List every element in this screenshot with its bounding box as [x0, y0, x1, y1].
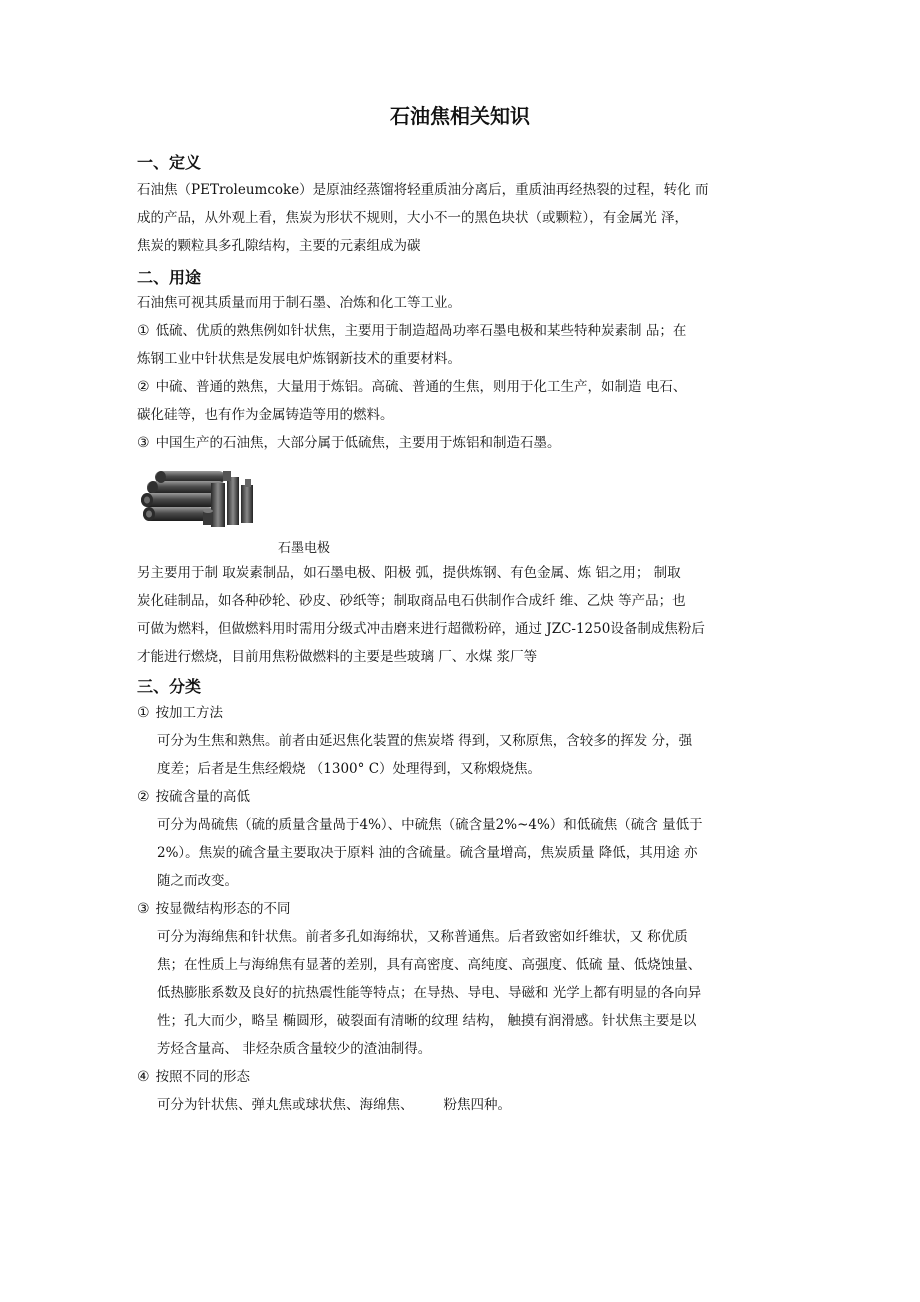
item-number: ① [137, 323, 150, 339]
text-line: 炭化硅制品，如各种砂轮、砂皮、砂纸等；制取商品电石供制作合成纤 维、乙炔 等产品；也 [137, 593, 686, 609]
text-line: 才能进行燃烧，目前用焦粉做燃料的主要是些玻璃 厂、水煤 浆厂等 [137, 649, 538, 665]
item-text: 低硫、优质的熟焦例如针状焦，主要用于制造超咼功率石墨电极和某些特种炭素制 品；在 [155, 323, 687, 339]
text-line: 可分为针状焦、弹丸焦或球状焦、海绵焦、 粉焦四种。 [157, 1097, 512, 1113]
item-number: ③ [137, 901, 150, 917]
item-text: 中硫、普通的熟焦，大量用于炼铝。高硫、普通的生焦，则用于化工生产，如制造 电石、 [155, 379, 687, 395]
item-label: 按照不同的形态 [155, 1069, 251, 1085]
text-line [137, 373, 787, 401]
text-line [137, 699, 787, 727]
classification-text-1 [157, 727, 787, 783]
definition-paragraph [137, 176, 787, 260]
text-line [137, 1063, 787, 1091]
item-number: ② [137, 379, 150, 395]
classification-label-1 [137, 699, 787, 727]
classification-label-2 [137, 783, 787, 811]
text-line [137, 895, 787, 923]
graphite-electrode-photo [137, 463, 263, 531]
text-line: 成的产品，从外观上看，焦炭为形状不规则，大小不一的黑色块状（或颗粒），有金属光 泽， [137, 210, 689, 226]
item-number: ② [137, 789, 150, 805]
item-number: ① [137, 705, 150, 721]
usage-more-paragraph [137, 559, 787, 671]
text-line: 芳烃含量高、 非烃杂质含量较少的渣油制得。 [157, 1041, 432, 1057]
item-number: ③ [137, 435, 150, 451]
text-line [137, 429, 787, 457]
classification-label-3 [137, 895, 787, 923]
text-line: 焦；在性质上与海绵焦有显著的差别，具有高密度、高纯度、高强度、低硫 量、低烧蚀量、 [157, 957, 702, 973]
section-heading-definition: 一、定义 [137, 153, 202, 172]
text-line [137, 317, 787, 345]
text-line: 碳化硅等，也有作为金属铸造等用的燃料。 [137, 407, 394, 423]
text-line: 可做为燃料，但做燃料用时需用分级式冲击磨来进行超微粉碎，通过 JZC-1250设备制成焦粉后 [137, 621, 705, 637]
item-label: 按硫含量的高低 [155, 789, 251, 805]
section-heading-usage: 二、用途 [137, 268, 202, 287]
text-line [137, 783, 787, 811]
text-line: 可分为生焦和熟焦。前者由延迟焦化装置的焦炭塔 得到，又称原焦，含较多的挥发 分，强 [157, 733, 693, 749]
text-line: 可分为海绵焦和针状焦。前者多孔如海绵状，又称普通焦。后者致密如纤维状，又 称优质 [157, 929, 688, 945]
usage-item-3 [137, 429, 787, 457]
classification-text-4 [157, 1091, 787, 1119]
document-title: 石油焦相关知识 [390, 104, 530, 128]
section-heading-classification: 三、分类 [137, 677, 202, 696]
text-line: 随之而改变。 [157, 873, 238, 889]
usage-item-1 [137, 317, 787, 373]
item-label: 按加工方法 [155, 705, 224, 721]
classification-text-2 [157, 811, 787, 895]
text-line: 性；孔大而少，略呈 椭圆形，破裂面有清晰的纹理 结构， 触摸有润滑感。针状焦主要是以 [157, 1013, 697, 1029]
text-line: 2%）。焦炭的硫含量主要取决于原料 油的含硫量。硫含量增高，焦炭质量 降低，其用途 亦 [157, 845, 698, 861]
classification-text-3 [157, 923, 787, 1063]
usage-item-2 [137, 373, 787, 429]
text-line: 低热膨胀系数及良好的抗热震性能等特点；在导热、导电、导磁和 光学上都有明显的各向异 [157, 985, 702, 1001]
text-line: 可分为咼硫焦（硫的质量含量咼于4%）、中硫焦（硫含量2%~4%）和低硫焦（硫含 量低于 [157, 817, 703, 833]
text-line: 另主要用于制 取炭素制品，如石墨电极、阳极 弧，提供炼钢、有色金属、炼 铝之用； 制取 [137, 565, 681, 581]
text-line: 炼钢工业中针状焦是发展电炉炼钢新技术的重要材料。 [137, 351, 461, 367]
text-line: 焦炭的颗粒具多孔隙结构，主要的元素组成为碳 [137, 238, 421, 254]
text-line: 石油焦（PETroleumcoke）是原油经蒸馏将轻重质油分离后，重质油再经热裂的过程，转化 而 [137, 182, 709, 198]
classification-label-4 [137, 1063, 787, 1091]
text-line: 度差；后者是生焦经煅烧 （1300° C）处理得到，又称煅烧焦。 [157, 761, 542, 777]
item-number: ④ [137, 1069, 150, 1085]
item-text: 中国生产的石油焦，大部分属于低硫焦，主要用于炼铝和制造石墨。 [155, 435, 561, 451]
item-label: 按显微结构形态的不同 [155, 901, 291, 917]
photo-caption: 石墨电极 [278, 541, 331, 556]
usage-intro: 石油焦可视其质量而用于制石墨、冶炼和化工等工业。 [137, 295, 461, 311]
